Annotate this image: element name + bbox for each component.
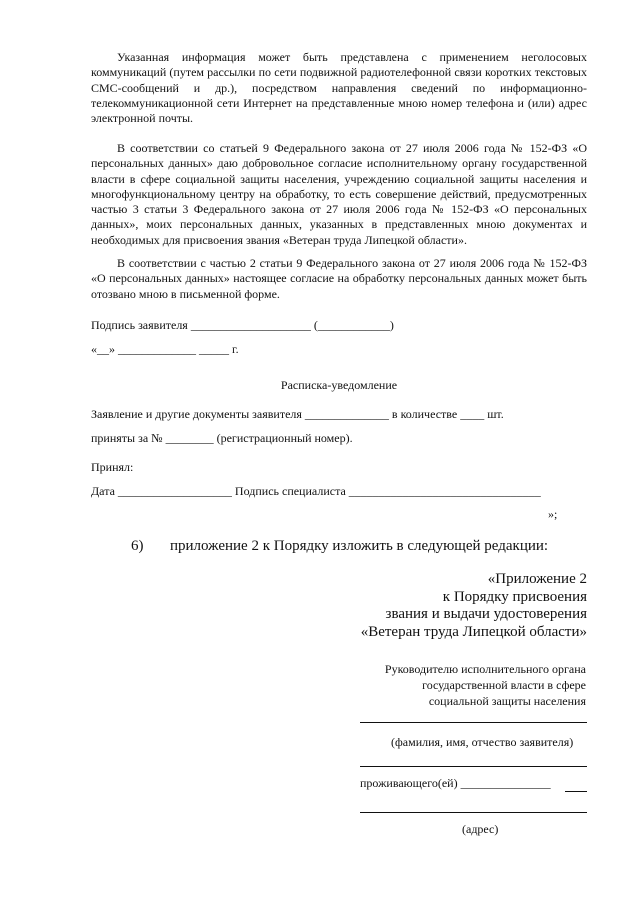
receipt-registration-line: приняты за № ________ (регистрационный номер).: [91, 431, 353, 445]
recipient-line-2: государственной власти в сфере: [422, 678, 586, 692]
signature-date-line: «__» _____________ _____ г.: [91, 342, 239, 356]
appendix-header: [361, 571, 587, 641]
fio-caption: (фамилия, имя, отчество заявителя): [391, 735, 574, 749]
paragraph-communications: Указанная информация может быть представлена с применением неголосовых коммуникаций (путем рассылки по сети подвижной радиотелефонной связи коротких текстовых СМС-сообщений и др.), посредством направления сведений по информационно-телекоммуникационной сети Интернет на представленные мною номер телефона и (или) адрес электронной почты.: [91, 50, 587, 126]
residing-line: проживающего(ей) _______________: [360, 776, 551, 790]
residing-rule-end: [565, 791, 587, 792]
address-caption: (адрес): [462, 822, 499, 836]
recipient-block: [385, 661, 586, 709]
applicant-signature-line: Подпись заявителя ____________________ (____________): [91, 318, 394, 332]
receipt-title: Расписка-уведомление: [280, 378, 398, 392]
appendix-header-line-1: «Приложение 2: [487, 571, 587, 587]
receipt-closing-quote: »;: [548, 507, 558, 521]
appendix-header-line-3: звания и выдачи удостоверения: [385, 606, 587, 622]
receipt-documents-line: Заявление и другие документы заявителя ______________ в количестве ____ шт.: [91, 407, 504, 421]
appendix-header-line-2: к Порядку присвоения: [442, 588, 587, 605]
recipient-line-1: Руководителю исполнительного органа: [384, 662, 586, 676]
receipt-accepted-label: Принял:: [91, 460, 134, 474]
address-rule: [360, 812, 587, 813]
paragraph-consent: В соответствии со статьей 9 Федерального закона от 27 июля 2006 года № 152-ФЗ «О персональных данных» даю добровольное согласие исполнительному органу государственной власти в сфере социальной защиты населения, учреждению социальной защиты населения и многофункциональному центру на обработку, то есть совершение действий, предусмотренных частью 3 статьи 3 Федерального закона от 27 июля 2006 года № 152-ФЗ «О персональных данных», моих персональных данных, указанных в представленных мною документах и необходимых для присвоения звания «Ветеран труда Липецкой области».: [91, 141, 587, 247]
applicant-name-rule: [360, 722, 587, 723]
applicant-extra-rule: [360, 766, 587, 767]
appendix-header-line-4: «Ветеран труда Липецкой области»: [360, 623, 587, 640]
item-6-text: приложение 2 к Порядку изложить в следующей редакции:: [170, 538, 549, 554]
paragraph-revocation: В соответствии с частью 2 статьи 9 Федерального закона от 27 июля 2006 года № 152-ФЗ «О персональных данных» настоящее согласие на обработку персональных данных может быть отозвано мною в письменной форме.: [91, 256, 587, 301]
recipient-line-3: социальной защиты населения: [428, 694, 586, 708]
receipt-date-signature-line: Дата ___________________ Подпись специалиста ________________________________: [91, 484, 541, 498]
item-6-number: 6): [131, 538, 144, 554]
